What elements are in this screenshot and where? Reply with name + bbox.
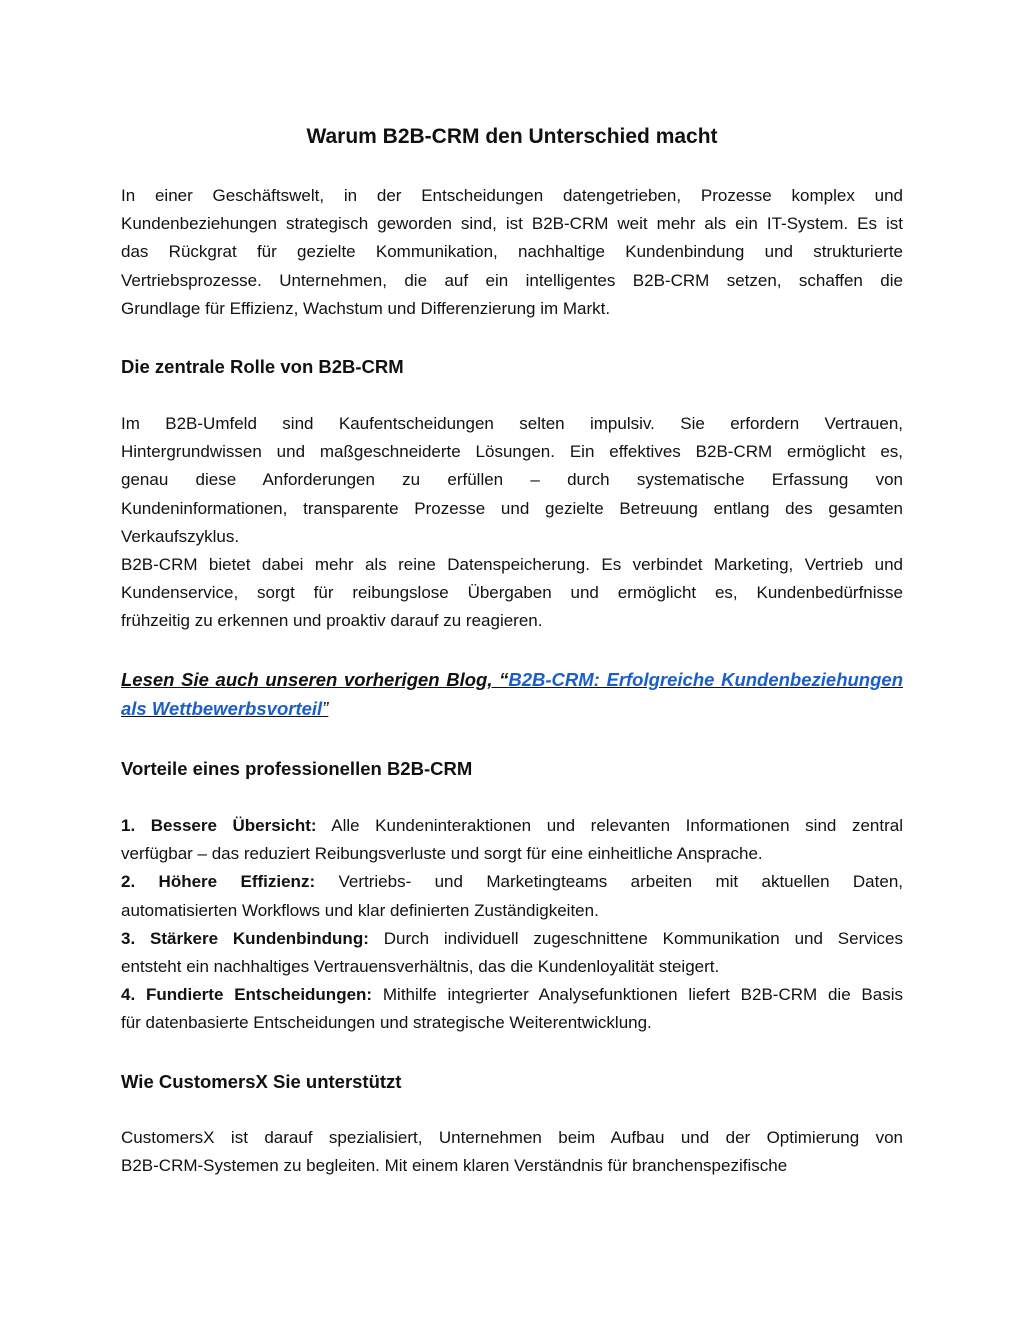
- blog-reference-line-2: [121, 694, 903, 723]
- blog-link-continued[interactable]: als Wettbewerbsvorteil: [121, 698, 323, 719]
- text-line: Im B2B-Umfeld sind Kaufentscheidungen selten impulsiv. Sie erfordern Vertrauen,: [121, 414, 903, 433]
- section1-paragraph-1: [121, 410, 903, 551]
- page-title: Warum B2B-CRM den Unterschied macht: [306, 125, 718, 148]
- text-line: das Rückgrat für gezielte Kommunikation, nachhaltige Kundenbindung und strukturierte: [121, 242, 903, 262]
- text-line: Hintergrundwissen und maßgeschneiderte Lösungen. Ein effektives B2B-CRM ermöglicht es,: [121, 442, 903, 462]
- blog-link[interactable]: B2B-CRM: Erfolgreiche Kundenbeziehungen: [508, 669, 903, 690]
- benefits-list: [121, 812, 903, 1038]
- text-line: genau diese Anforderungen zu erfüllen – durch systematische Erfassung von: [121, 470, 903, 490]
- text-line: B2B-CRM bietet dabei mehr als reine Datenspeicherung. Es verbindet Marketing, Vertrieb und: [121, 555, 903, 574]
- text-line: Kundenservice, sorgt für reibungslose Übergaben und ermöglicht es, Kundenbedürfnisse: [121, 583, 903, 603]
- list-item-text: Alle Kundeninteraktionen und relevanten Informationen sind zentral: [316, 816, 903, 835]
- list-item-continuation: entsteht ein nachhaltiges Vertrauensverhältnis, das die Kundenloyalität steigert.: [121, 957, 720, 977]
- text-line: Kundenbeziehungen strategisch geworden sind, ist B2B-CRM weit mehr als ein IT-System. Es ist: [121, 214, 903, 234]
- list-item-label: 2. Höhere Effizienz:: [121, 872, 316, 892]
- list-item-label: 3. Stärkere Kundenbindung:: [121, 928, 369, 948]
- text-line: Kundeninformationen, transparente Prozesse und gezielte Betreuung entlang des gesamten: [121, 498, 903, 518]
- list-item: [121, 981, 903, 1009]
- section-heading-customersx: Wie CustomersX Sie unterstützt: [121, 1071, 402, 1092]
- text-line: Grundlage für Effizienz, Wachstum und Differenzierung im Markt.: [121, 298, 611, 318]
- intro-paragraph: [121, 182, 903, 323]
- text-line: B2B-CRM-Systemen zu begleiten. Mit einem klaren Verständnis für branchenspezifische: [121, 1156, 788, 1176]
- section-heading-vorteile: Vorteile eines professionellen B2B-CRM: [121, 758, 473, 779]
- list-item-continuation: automatisierten Workflows und klar definierten Zuständigkeiten.: [121, 900, 599, 920]
- list-item-label: 1. Bessere Übersicht:: [121, 816, 317, 835]
- list-item-text: Vertriebs- und Marketingteams arbeiten mit aktuellen Daten,: [315, 872, 903, 892]
- section-heading-rolle: Die zentrale Rolle von B2B-CRM: [121, 356, 404, 377]
- list-item-label: 4. Fundierte Entscheidungen:: [121, 985, 373, 1005]
- blog-reference-line-1: [121, 665, 903, 694]
- blog-reference-prefix: Lesen Sie auch unseren vorherigen Blog, “: [121, 669, 509, 690]
- text-line: In einer Geschäftswelt, in der Entscheidungen datengetrieben, Prozesse komplex und: [121, 186, 903, 205]
- blog-reference-suffix: ”: [322, 698, 329, 719]
- list-item-text: Durch individuell zugeschnittene Kommunikation und Services: [368, 928, 903, 948]
- list-item-continuation: verfügbar – das reduziert Reibungsverluste und sorgt für eine einheitliche Ansprache.: [121, 844, 763, 864]
- text-line: Vertriebsprozesse. Unternehmen, die auf ein intelligentes B2B-CRM setzen, schaffen die: [121, 270, 903, 290]
- list-item: [121, 868, 903, 896]
- blog-reference: [121, 665, 903, 723]
- list-item: [121, 812, 903, 840]
- text-line: frühzeitig zu erkennen und proaktiv darauf zu reagieren.: [121, 611, 543, 631]
- text-line: Verkaufszyklus.: [121, 526, 240, 546]
- section1-paragraph-2: [121, 551, 903, 636]
- list-item: [121, 925, 903, 953]
- section3-paragraph: [121, 1124, 903, 1180]
- text-line: CustomersX ist darauf spezialisiert, Unternehmen beim Aufbau und der Optimierung von: [121, 1128, 903, 1147]
- list-item-continuation: für datenbasierte Entscheidungen und strategische Weiterentwicklung.: [121, 1013, 652, 1033]
- list-item-text: Mithilfe integrierter Analysefunktionen liefert B2B-CRM die Basis: [372, 985, 903, 1005]
